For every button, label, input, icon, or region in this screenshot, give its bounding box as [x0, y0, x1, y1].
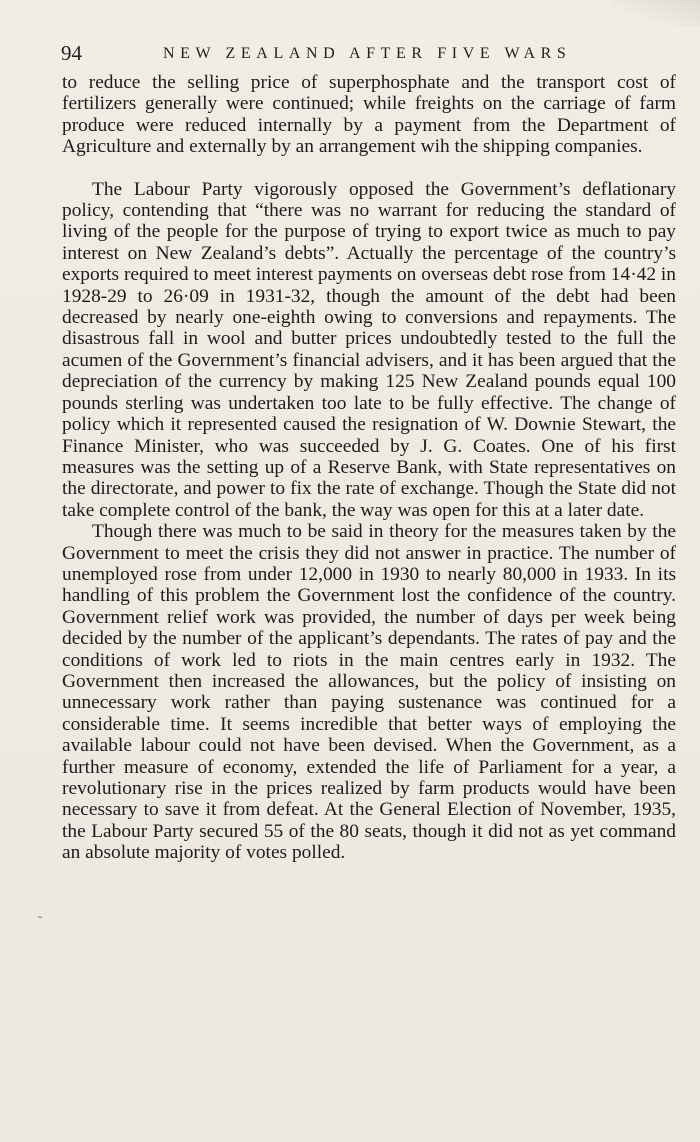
body-text — [62, 72, 676, 864]
paragraph-unemployment: Though there was much to be said in theory for the measures taken by the Government to meet the crisis they did not answer in practice. The number of unemployed rose from under 12,000 in 1930 to nearly 80,000 in 1933. In its handling of this problem the Government lost the confidence of the country. Government relief work was provided, the number of days per week being decided by the number of the applicant’s dependants. The rates of pay and the conditions of work led to riots in the main centres early in 1932. The Government then increased the allowances, but the policy of insisting on unnecessary work rather than paying sustenance was continued for a considerable time. It seems incredible that better ways of employing the available labour could not have been devised. When the Government, as a further measure of economy, extended the life of Parliament for a year, a revolutionary rise in the prices realized by farm products would have been necessary to save it from defeat. At the General Election of November, 1935, the Labour Party secured 55 of the 80 seats, though it did not as yet command an absolute majority of votes polled. — [62, 521, 676, 864]
page-header — [61, 40, 677, 68]
page-corner-shadow — [610, 0, 700, 26]
running-head: NEW ZEALAND AFTER FIVE WARS — [163, 45, 572, 62]
paragraph-labour-party: The Labour Party vigorously opposed the Government’s deflationary policy, contending that “there was no warrant for reducing the standard of living of the people for the purpose of trying to export twice as much to pay interest on New Zealand’s debts”. Actually the percentage of the country’s exports required to meet interest payments on overseas debt rose from 14·42 in 1928-29 to 26·09 in 1931-32, though the amount of the debt had been decreased by nearly one-eighth owing to conversions and repayments. The disastrous fall in wool and butter prices undoubtedly tested to the full the acumen of the Government’s financial advisers, and it has been argued that the depreciation of the currency by making 125 New Zealand pounds equal 100 pounds sterling was undertaken too late to be fully effective. The change of policy which it represented caused the resignation of W. Downie Stewart, the Finance Minister, who was succeeded by J. G. Coates. One of his first measures was the setting up of a Reserve Bank, with State representatives on the directorate, and power to fix the rate of exchange. Though the State did not take complete control of the bank, the way was open for this at a later date. — [62, 178, 676, 521]
page-number: 94 — [61, 41, 82, 65]
paragraph-continued: to reduce the selling price of superphosphate and the transport cost of fertilizers generally were continued; while freights on the carriage of farm produce were reduced internally by a payment from the Department of Agriculture and externally by an arrangement wih the shipping companies. — [62, 72, 676, 158]
margin-mark-icon: ˜ — [37, 915, 43, 929]
